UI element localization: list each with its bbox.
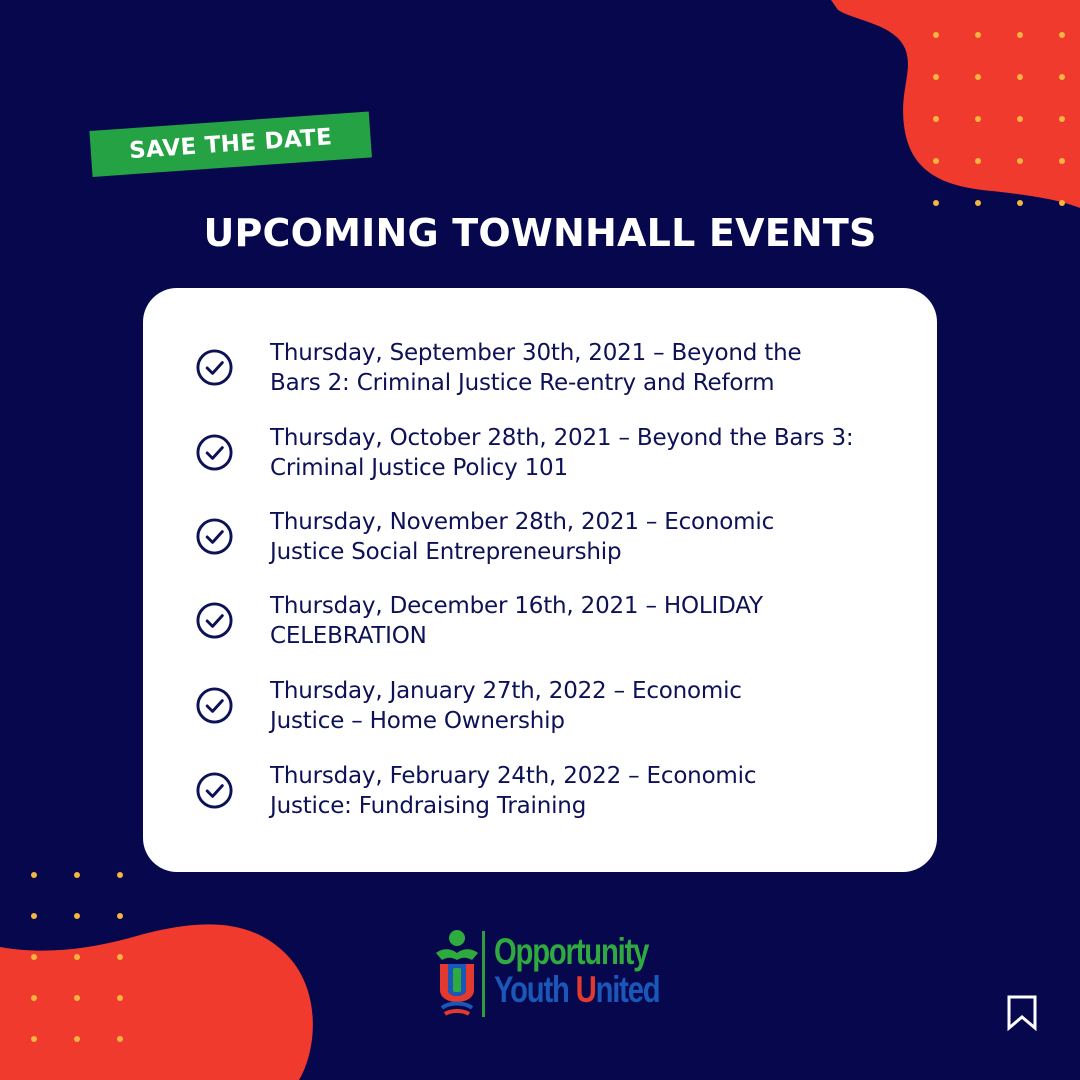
decorative-dot (1059, 158, 1065, 164)
check-circle-icon (195, 686, 234, 725)
event-text (270, 676, 905, 736)
decorative-dot (933, 74, 939, 80)
event-line-1: Thursday, February 24th, 2022 – Economic (270, 763, 757, 789)
event-item-6 (143, 761, 937, 831)
event-text (270, 423, 905, 483)
decorative-dot (1059, 74, 1065, 80)
decorative-dot (933, 158, 939, 164)
decorative-dot (933, 116, 939, 122)
decorative-dot (74, 872, 80, 878)
event-line-2: Criminal Justice Policy 101 (270, 455, 568, 481)
event-line-2: Bars 2: Criminal Justice Re-entry and Reform (270, 370, 775, 396)
events-card (143, 288, 937, 872)
event-text (270, 761, 905, 821)
decorative-dot (933, 32, 939, 38)
event-line-1: Thursday, October 28th, 2021 – Beyond the Bars 3: (270, 425, 854, 451)
event-line-1: Thursday, December 16th, 2021 – HOLIDAY (270, 593, 763, 619)
decorative-dot (1017, 74, 1023, 80)
page-title: UPCOMING TOWNHALL EVENTS (203, 211, 877, 255)
event-line-2: Justice Social Entrepreneurship (270, 539, 622, 565)
decorative-dot (117, 954, 123, 960)
event-text (270, 591, 905, 651)
logo-wordmark-line-1: Opportunity (494, 931, 649, 972)
decorative-dot (1059, 32, 1065, 38)
event-item-1 (143, 338, 937, 408)
check-circle-icon (195, 348, 234, 387)
event-line-1: Thursday, November 28th, 2021 – Economic (270, 509, 775, 535)
decorative-dot (1017, 116, 1023, 122)
check-circle-icon (195, 601, 234, 640)
event-item-5 (143, 676, 937, 746)
decorative-dot (31, 995, 37, 1001)
event-line-2: CELEBRATION (270, 623, 427, 649)
bookmark-icon[interactable] (1006, 995, 1038, 1031)
decorative-dot (975, 74, 981, 80)
decorative-dot (74, 954, 80, 960)
event-item-3 (143, 507, 937, 577)
decorative-dot (975, 116, 981, 122)
event-text (270, 507, 905, 567)
event-line-1: Thursday, September 30th, 2021 – Beyond the (270, 340, 802, 366)
decorative-dot (74, 913, 80, 919)
logo-wordmark-line-2 (494, 971, 659, 1009)
logo-wordmark-nited: nited (595, 969, 660, 1010)
logo-divider (482, 931, 485, 1017)
logo-emblem-icon (433, 928, 481, 1020)
event-item-2 (143, 423, 937, 493)
decorative-dot (31, 954, 37, 960)
check-circle-icon (195, 771, 234, 810)
check-circle-icon (195, 433, 234, 472)
event-line-2: Justice: Fundraising Training (270, 793, 587, 819)
decorative-dot (117, 913, 123, 919)
save-the-date-badge: SAVE THE DATE (89, 112, 372, 177)
decorative-dot (117, 872, 123, 878)
decorative-dot (117, 995, 123, 1001)
event-line-1: Thursday, January 27th, 2022 – Economic (270, 678, 742, 704)
logo-wordmark-u: U (575, 969, 596, 1010)
event-line-2: Justice – Home Ownership (270, 708, 565, 734)
event-item-4 (143, 591, 937, 661)
decorative-dot (1017, 158, 1023, 164)
decorative-dot (31, 872, 37, 878)
decorative-dot (74, 1036, 80, 1042)
decorative-dot (31, 1036, 37, 1042)
decorative-dot (1059, 116, 1065, 122)
event-text (270, 338, 905, 398)
organization-logo (433, 928, 693, 1020)
decorative-dot (975, 32, 981, 38)
decorative-dot (117, 1036, 123, 1042)
decorative-dot (31, 913, 37, 919)
decorative-dot (1017, 32, 1023, 38)
top-right-dot-grid (933, 32, 1065, 206)
decorative-dot (74, 995, 80, 1001)
logo-wordmark-youth: Youth (494, 969, 576, 1010)
decorative-dot (975, 158, 981, 164)
bottom-left-dot-grid (31, 872, 123, 1042)
check-circle-icon (195, 517, 234, 556)
